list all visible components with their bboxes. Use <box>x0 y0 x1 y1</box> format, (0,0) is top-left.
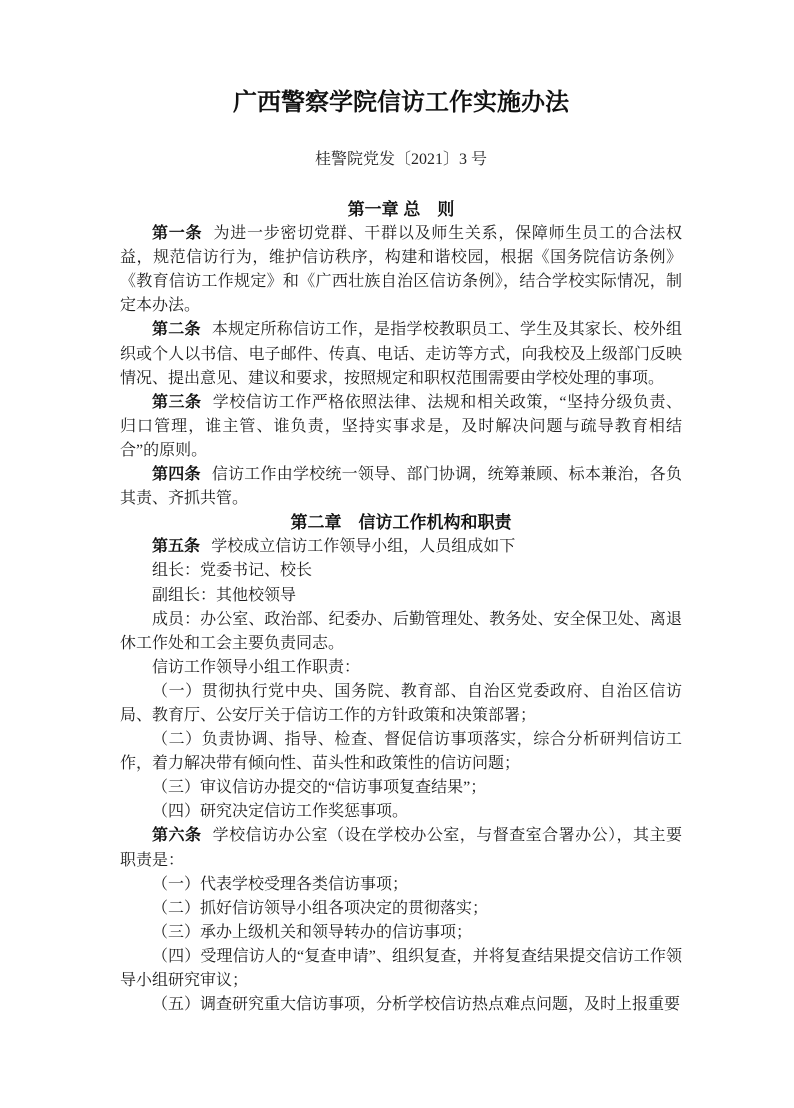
chapter-heading: 第一章 总 则 <box>347 200 455 219</box>
paragraph: 组长：党委书记、校长 <box>152 562 313 580</box>
article-number: 第三条 <box>152 393 202 411</box>
article-number: 第五条 <box>152 538 201 556</box>
paragraph: （四）研究决定信访工作奖惩事项。 <box>152 803 409 821</box>
paragraph: （四）受理信访人的“复查申请”、组织复查，并将复查结果提交信访工作领导小组研究审议； <box>120 947 682 989</box>
doc-number: 桂警院党发〔2021〕3 号 <box>314 151 487 168</box>
article-paragraph: 第四条 信访工作由学校统一领导、部门协调，统筹兼顾、标本兼治，各负其责、齐抓共管。 <box>120 466 682 508</box>
paragraph: （二）抓好信访领导小组各项决定的贯彻落实； <box>152 899 489 917</box>
article-paragraph: 第一条 为进一步密切党群、干群以及师生关系，保障师生员工的合法权益，规范信访行为，维护信访秩序，构建和谐校园，根据《国务院信访条例》《教育信访工作规定》和《广西壮族自治区信访条例》，结合学校实际情况，制定本办法。 <box>120 225 682 315</box>
paragraph: （二）负责协调、指导、检查、督促信访事项落实，综合分析研判信访工作，着力解决带有倾向性、苗头性和政策性的信访问题； <box>120 731 682 773</box>
article-paragraph: 第六条 学校信访办公室（设在学校办公室，与督查室合署办公），其主要职责是： <box>120 827 682 869</box>
paragraph: （一）代表学校受理各类信访事项； <box>152 875 409 893</box>
document-body <box>120 198 682 1017</box>
article-paragraph: 第三条 学校信访工作严格依照法律、法规和相关政策，“坚持分级负责、归口管理，谁主管、谁负责，坚持实事求是，及时解决问题与疏导教育相结合”的原则。 <box>120 393 682 459</box>
chapter-heading: 第二章 信访工作机构和职责 <box>290 513 512 533</box>
paragraph: （三）承办上级机关和领导转办的信访事项； <box>152 923 473 941</box>
paragraph: 信访工作领导小组工作职责： <box>152 658 361 676</box>
article-paragraph: 第二条 本规定所称信访工作，是指学校教职员工、学生及其家长、校外组织或个人以书信、电子邮件、传真、电话、走访等方式，向我校及上级部门反映情况、提出意见、建议和要求，按照规定和职权范围需要由学校处理的事项。 <box>120 321 682 387</box>
paragraph: 成员：办公室、政治部、纪委办、后勤管理处、教务处、安全保卫处、离退休工作处和工会主要负责同志。 <box>120 610 682 652</box>
paragraph: 副组长：其他校领导 <box>152 586 297 604</box>
paragraph: （三）审议信访办提交的“信访事项复查结果”； <box>152 779 487 797</box>
article-number: 第一条 <box>152 225 203 243</box>
article-number: 第二条 <box>152 321 201 339</box>
article-number: 第六条 <box>152 827 202 845</box>
page-title: 广西警察学院信访工作实施办法 <box>233 90 569 116</box>
paragraph: （一）贯彻执行党中央、国务院、教育部、自治区党委政府、自治区信访局、教育厅、公安厅关于信访工作的方针政策和决策部署； <box>120 682 682 724</box>
article-number: 第四条 <box>152 466 201 484</box>
paragraph: （五）调查研究重大信访事项，分析学校信访热点难点问题，及时上报重要 <box>152 996 681 1014</box>
article-paragraph: 第五条 学校成立信访工作领导小组，人员组成如下 <box>152 538 516 556</box>
